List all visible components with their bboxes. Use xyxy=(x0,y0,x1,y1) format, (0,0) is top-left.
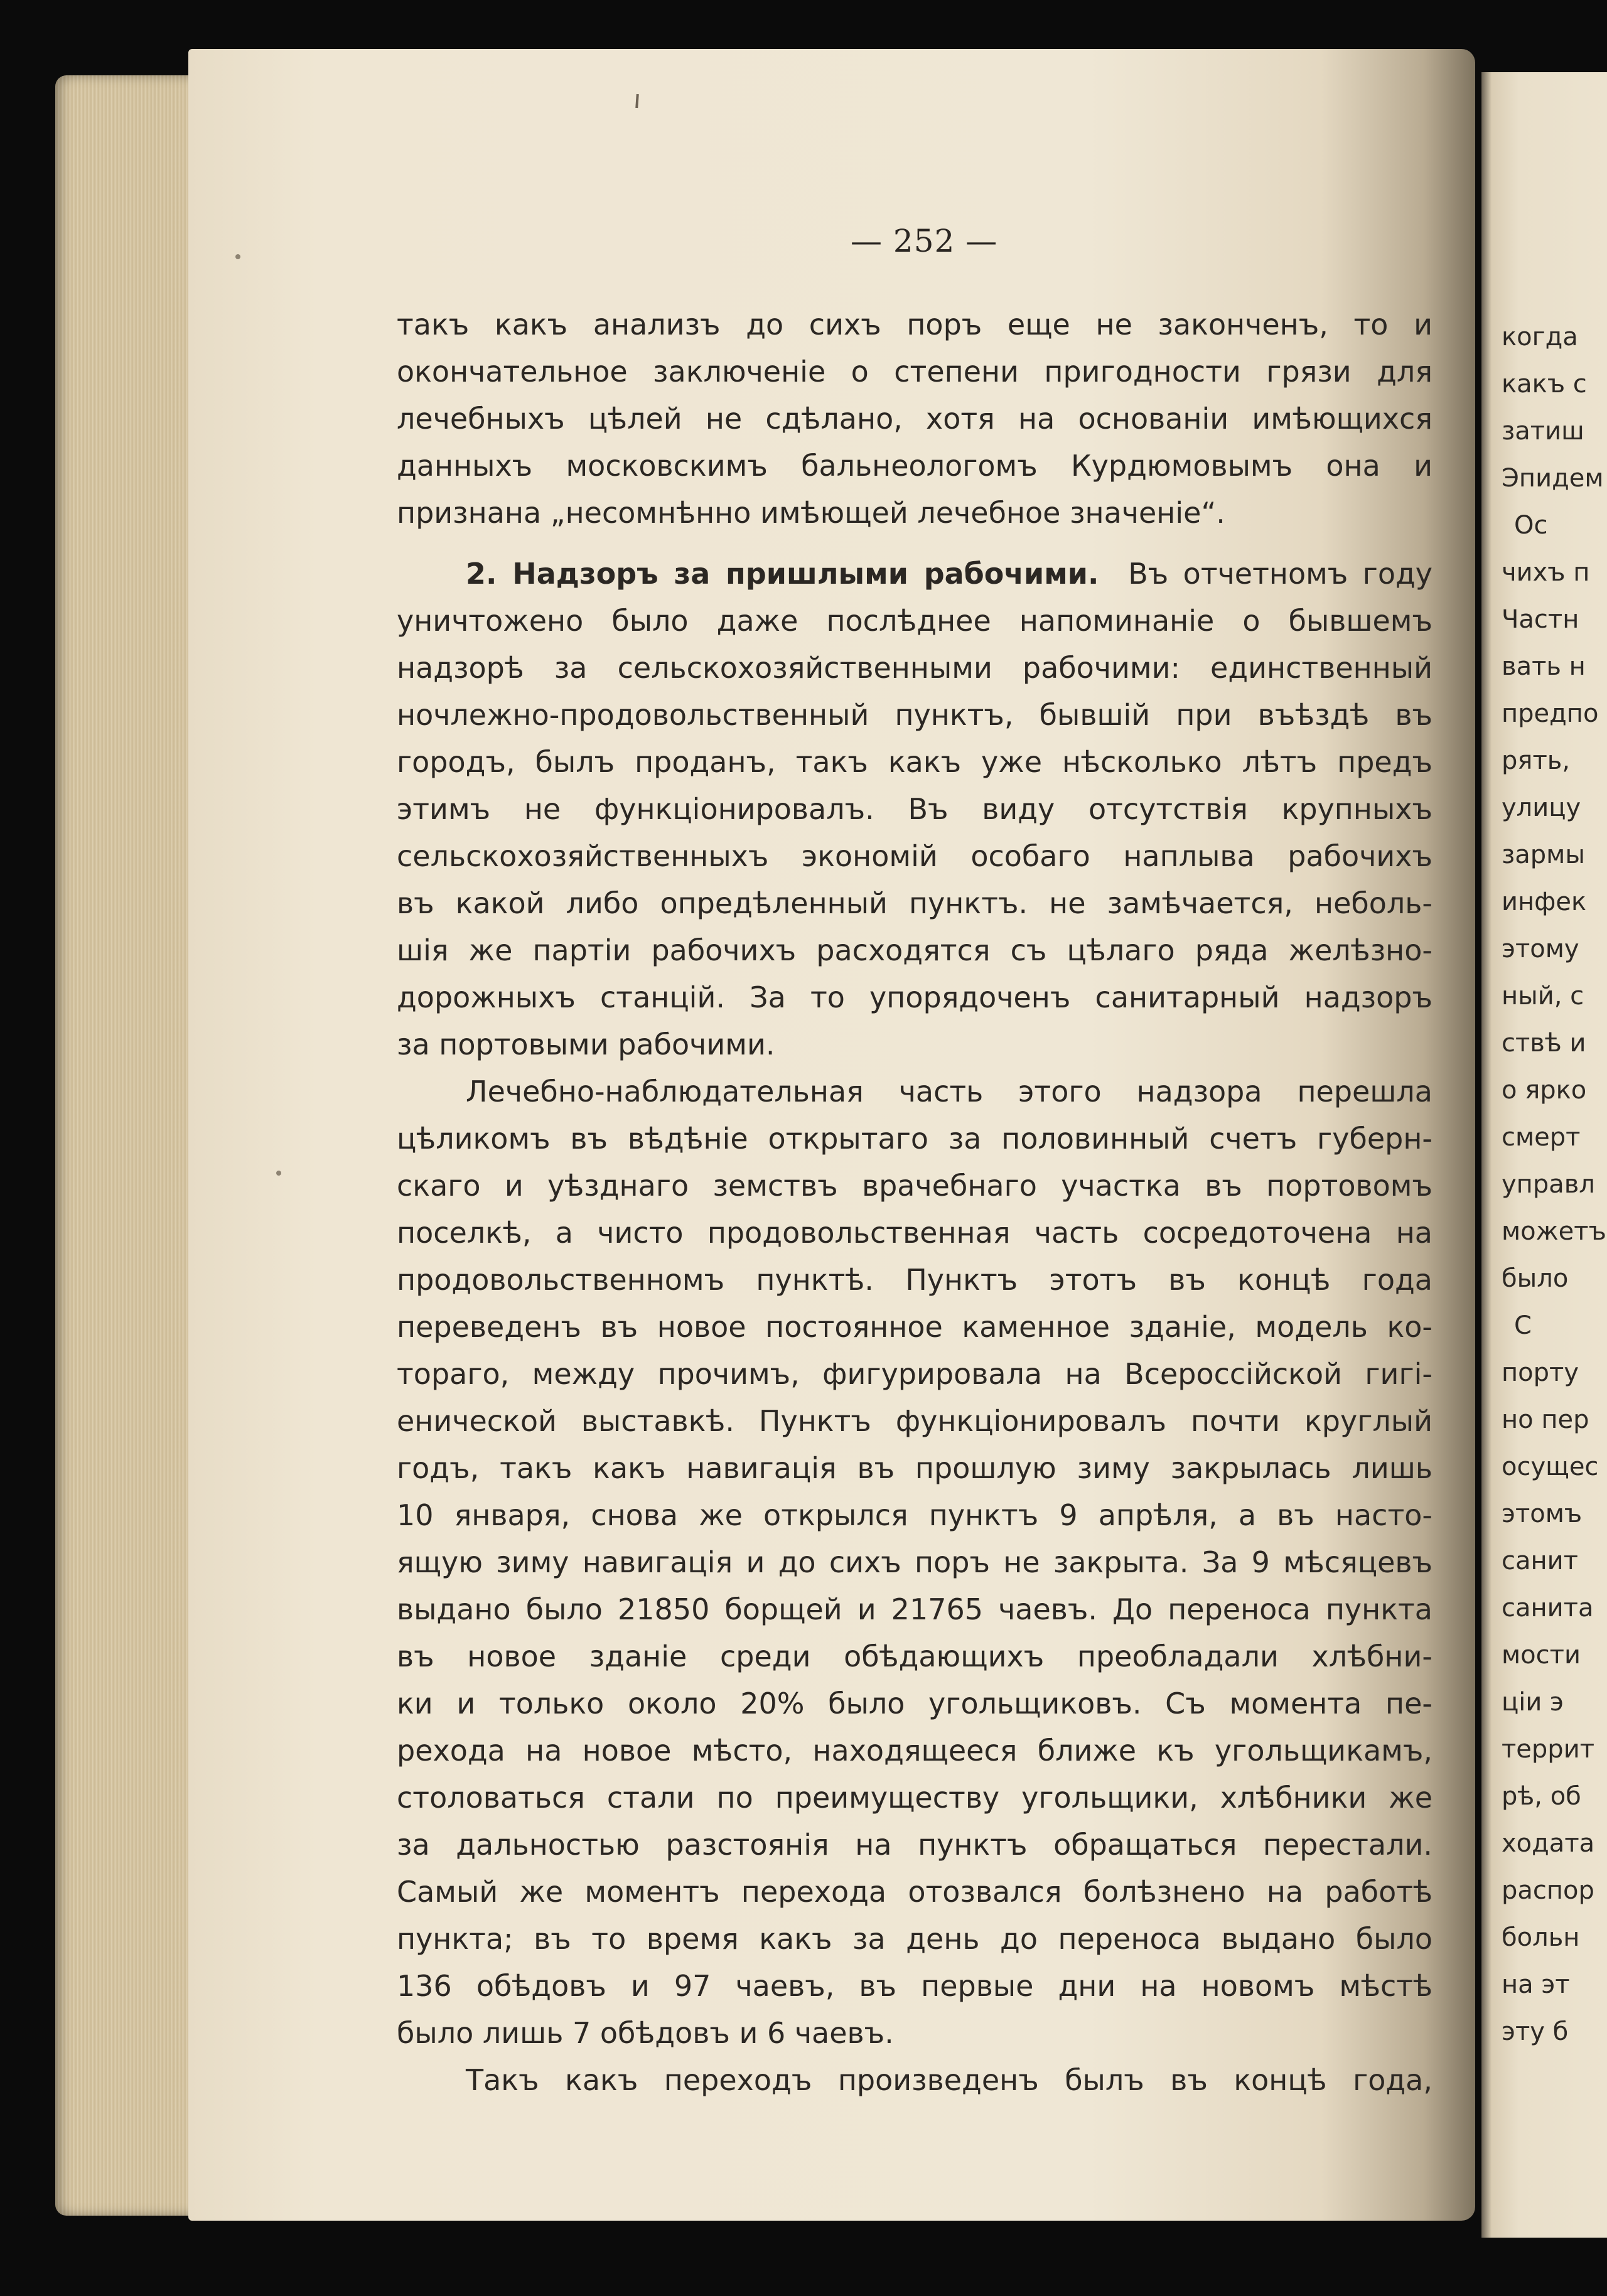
text-line: рехода на новое мѣсто, находящееся ближе къ угольщикамъ, xyxy=(397,1734,1432,1768)
text-line: ящую зиму навигація и до сихъ поръ не закрыта. За 9 мѣсяцевъ xyxy=(397,1545,1432,1579)
page-edges xyxy=(55,75,200,2216)
text-line: пункта; въ то время какъ за день до переноса выдано было xyxy=(397,1922,1432,1956)
body-text xyxy=(397,301,1432,2104)
text-line: енической выставкѣ. Пунктъ функціонировалъ почти круглый xyxy=(397,1404,1432,1438)
right-page-line: на эт xyxy=(1502,1970,1570,1999)
text-line: сельскохозяйственныхъ экономій особаго наплыва рабочихъ xyxy=(397,839,1432,873)
paragraph xyxy=(397,2057,1432,2104)
text-line: этимъ не функціонировалъ. Въ виду отсутствія крупныхъ xyxy=(397,792,1432,826)
right-page-line: можетъ xyxy=(1502,1217,1606,1246)
right-page-line: Частн xyxy=(1502,605,1579,634)
text-line: столоваться стали по преимуществу угольщики, хлѣбники же xyxy=(397,1781,1432,1815)
right-page-line: ствѣ и xyxy=(1502,1029,1586,1058)
text-line: было лишь 7 обѣдовъ и 6 чаевъ. xyxy=(397,2016,894,2050)
text-line: годъ, такъ какъ навигація въ прошлую зиму закрылась лишь xyxy=(397,1451,1432,1485)
heading-line-rest: Въ отчетномъ году xyxy=(1128,557,1433,591)
right-page-line: но пер xyxy=(1502,1405,1589,1434)
right-page-line: было xyxy=(1502,1264,1569,1293)
text-line: цѣликомъ въ вѣдѣніе открытаго за половинный счетъ губерн- xyxy=(397,1122,1432,1156)
text-line: уничтожено было даже послѣднее напоминаніе о бывшемъ xyxy=(397,604,1432,638)
right-page-line: когда xyxy=(1502,323,1578,351)
text-line: за дальностью разстоянія на пунктъ обращаться перестали. xyxy=(397,1828,1432,1862)
text-line: надзорѣ за сельскохозяйственными рабочими: единственный xyxy=(397,651,1432,685)
text-line: данныхъ московскимъ бальнеологомъ Курдюмовымъ она и xyxy=(397,449,1432,483)
paragraph xyxy=(397,550,1432,1068)
right-page-text xyxy=(1502,314,1606,2056)
text-line xyxy=(397,550,1432,598)
right-page-line: вать н xyxy=(1502,652,1586,681)
right-page-line: Ос xyxy=(1514,511,1548,540)
page-number: — 252 — xyxy=(851,223,998,259)
right-page-line: какъ с xyxy=(1502,370,1587,399)
text-line: переведенъ въ новое постоянное каменное зданіе, модель ко- xyxy=(397,1310,1432,1344)
right-page-line: инфек xyxy=(1502,888,1587,916)
text-line: поселкѣ, а чисто продовольственная часть сосредоточена на xyxy=(397,1216,1432,1250)
text-line: шія же партіи рабочихъ расходятся съ цѣлаго ряда желѣзно- xyxy=(397,933,1432,967)
right-page-line: санит xyxy=(1502,1547,1578,1575)
right-page-line: улицу xyxy=(1502,793,1581,822)
text-line: Самый же моментъ перехода отозвался болѣзнено на работѣ xyxy=(397,1875,1432,1909)
text-line: ки и только около 20% было угольщиковъ. Съ момента пе- xyxy=(397,1687,1432,1720)
paragraph xyxy=(397,301,1432,537)
right-page-line: террит xyxy=(1502,1735,1594,1764)
text-line: Такъ какъ переходъ произведенъ былъ въ концѣ года, xyxy=(466,2063,1432,2097)
right-page-line: зармы xyxy=(1502,840,1585,869)
right-page-line: больн xyxy=(1502,1923,1580,1952)
right-page-line: осущес xyxy=(1502,1452,1599,1481)
section-heading: 2. Надзоръ за пришлыми рабочими. xyxy=(466,557,1099,591)
paragraph xyxy=(397,1068,1432,2057)
text-line: ночлежно-продовольственный пунктъ, бывшій при въѣздѣ въ xyxy=(397,698,1432,732)
text-line: тораго, между прочимъ, фигурировала на Всероссійской гигі- xyxy=(397,1357,1432,1391)
right-page-line: мости xyxy=(1502,1641,1581,1670)
right-page-line: рѣ, об xyxy=(1502,1782,1581,1811)
text-line: окончательное заключеніе о степени пригодности грязи для xyxy=(397,355,1432,389)
right-page-line: распор xyxy=(1502,1876,1594,1905)
right-page-line: порту xyxy=(1502,1358,1579,1387)
text-line: 136 обѣдовъ и 97 чаевъ, въ первые дни на новомъ мѣстѣ xyxy=(397,1969,1432,2003)
right-page-line: затиш xyxy=(1502,417,1584,446)
text-line: за портовыми рабочими. xyxy=(397,1027,775,1061)
text-line: въ какой либо опредѣленный пунктъ. не замѣчается, неболь- xyxy=(397,886,1432,920)
text-line: скаго и уѣзднаго земствъ врачебнаго участка въ портовомъ xyxy=(397,1169,1432,1203)
text-line: въ новое зданіе среди обѣдающихъ преобладали хлѣбни- xyxy=(397,1639,1432,1673)
right-page-line: санита xyxy=(1502,1594,1594,1623)
text-line: Лечебно-наблюдательная часть этого надзора перешла xyxy=(466,1075,1432,1108)
right-page-line: смерт xyxy=(1502,1123,1581,1152)
text-line: городъ, былъ проданъ, такъ какъ уже нѣсколько лѣтъ предъ xyxy=(397,745,1432,779)
right-page-line: чихъ п xyxy=(1502,558,1590,587)
paper-speck xyxy=(276,1171,281,1176)
text-line: выдано было 21850 борщей и 21765 чаевъ. До переноса пункта xyxy=(397,1592,1432,1626)
text-line: такъ какъ анализъ до сихъ поръ еще не законченъ, то и xyxy=(397,308,1432,341)
text-line: продовольственномъ пунктѣ. Пунктъ этотъ въ концѣ года xyxy=(397,1263,1432,1297)
text-line: дорожныхъ станцій. За то упорядоченъ санитарный надзоръ xyxy=(397,980,1432,1014)
paper-speck xyxy=(235,254,240,259)
right-page-line: этому xyxy=(1502,935,1579,963)
text-line: 10 января, снова же открылся пунктъ 9 апрѣля, а въ насто- xyxy=(397,1498,1432,1532)
right-page-line: С xyxy=(1514,1311,1532,1340)
right-page-line: Эпидем xyxy=(1502,464,1604,493)
right-page-line: управл xyxy=(1502,1170,1595,1199)
right-page-line: о ярко xyxy=(1502,1076,1587,1105)
right-page-line: ходата xyxy=(1502,1829,1595,1858)
right-page-line: рять, xyxy=(1502,746,1571,775)
right-page-line: ный, с xyxy=(1502,982,1584,1011)
right-page-line: предпо xyxy=(1502,699,1599,728)
right-page-line: этомъ xyxy=(1502,1499,1583,1528)
right-page-line: ціи э xyxy=(1502,1688,1564,1717)
text-line: признана „несомнѣнно имѣющей лечебное значеніе“. xyxy=(397,496,1225,530)
text-line: лечебныхъ цѣлей не сдѣлано, хотя на основаніи имѣющихся xyxy=(397,402,1432,436)
right-page-line: эту б xyxy=(1502,2017,1569,2046)
